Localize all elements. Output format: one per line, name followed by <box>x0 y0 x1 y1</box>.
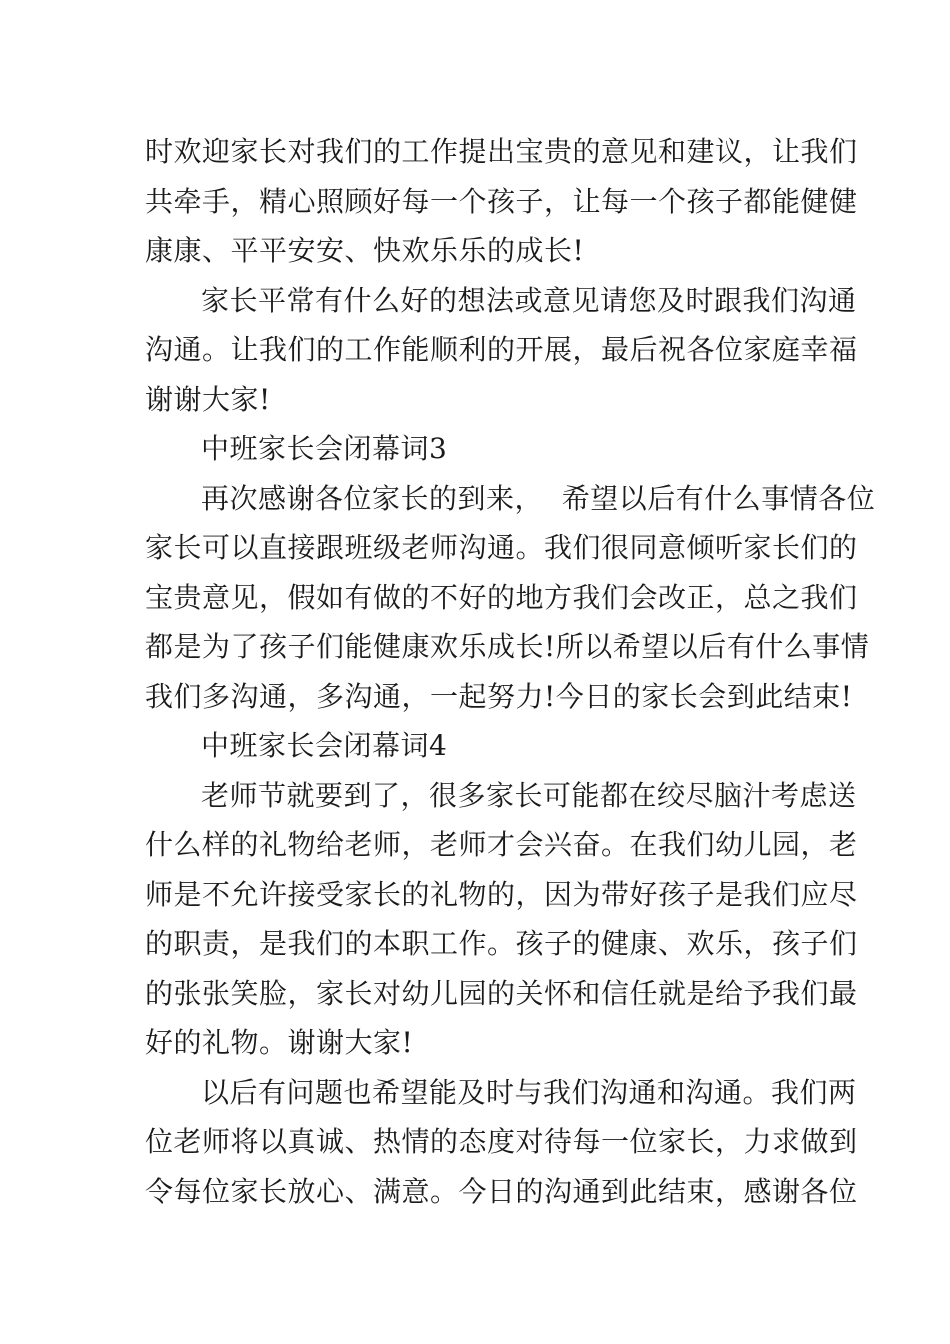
text-line: 令每位家长放心、满意。今日的沟通到此结束，感谢各位 <box>145 1174 858 1208</box>
text-line: 都是为了孩子们能健康欢乐成长!所以希望以后有什么事情 <box>145 630 870 663</box>
text-line: 共牵手，精心照顾好每一个孩子，让每一个孩子都能健健 <box>145 184 858 218</box>
text-line: 家长可以直接跟班级老师沟通。我们很同意倾听家长们的 <box>145 531 858 564</box>
text-line: 的张张笑脸，家长对幼儿园的关怀和信任就是给予我们最 <box>145 976 858 1010</box>
paragraph-start-line: 再次感谢各位家长的到来， 希望以后有什么事情各位 <box>201 481 876 515</box>
text-line: 宝贵意见，假如有做的不好的地方我们会改正，总之我们 <box>145 580 858 614</box>
text-line: 沟通。让我们的工作能顺利的开展，最后祝各位家庭幸福 <box>145 333 858 366</box>
document-body <box>145 127 876 1216</box>
section-heading: 中班家长会闭幕词3 <box>201 432 448 465</box>
text-line: 师是不允许接受家长的礼物的，因为带好孩子是我们应尽 <box>145 877 858 911</box>
text-line: 什么样的礼物给老师，老师才会兴奋。在我们幼儿园，老 <box>145 828 858 861</box>
section-heading: 中班家长会闭幕词4 <box>201 729 448 762</box>
text-line: 我们多沟通，多沟通，一起努力!今日的家长会到此结束! <box>145 679 853 713</box>
text-line: 谢谢大家! <box>145 382 271 416</box>
text-line: 康康、平平安安、快欢乐乐的成长! <box>145 234 585 267</box>
text-line: 时欢迎家长对我们的工作提出宝贵的意见和建议，让我们 <box>145 135 858 168</box>
text-line: 的职责，是我们的本职工作。孩子的健康、欢乐，孩子们 <box>145 927 858 960</box>
paragraph-start-line: 家长平常有什么好的想法或意见请您及时跟我们沟通 <box>201 283 857 317</box>
paragraph-start-line: 以后有问题也希望能及时与我们沟通和沟通。我们两 <box>201 1075 857 1109</box>
text-line: 好的礼物。谢谢大家! <box>145 1026 414 1059</box>
paragraph-start-line: 老师节就要到了，很多家长可能都在绞尽脑汁考虑送 <box>201 778 857 812</box>
text-line: 位老师将以真诚、热情的态度对待每一位家长，力求做到 <box>145 1125 858 1158</box>
